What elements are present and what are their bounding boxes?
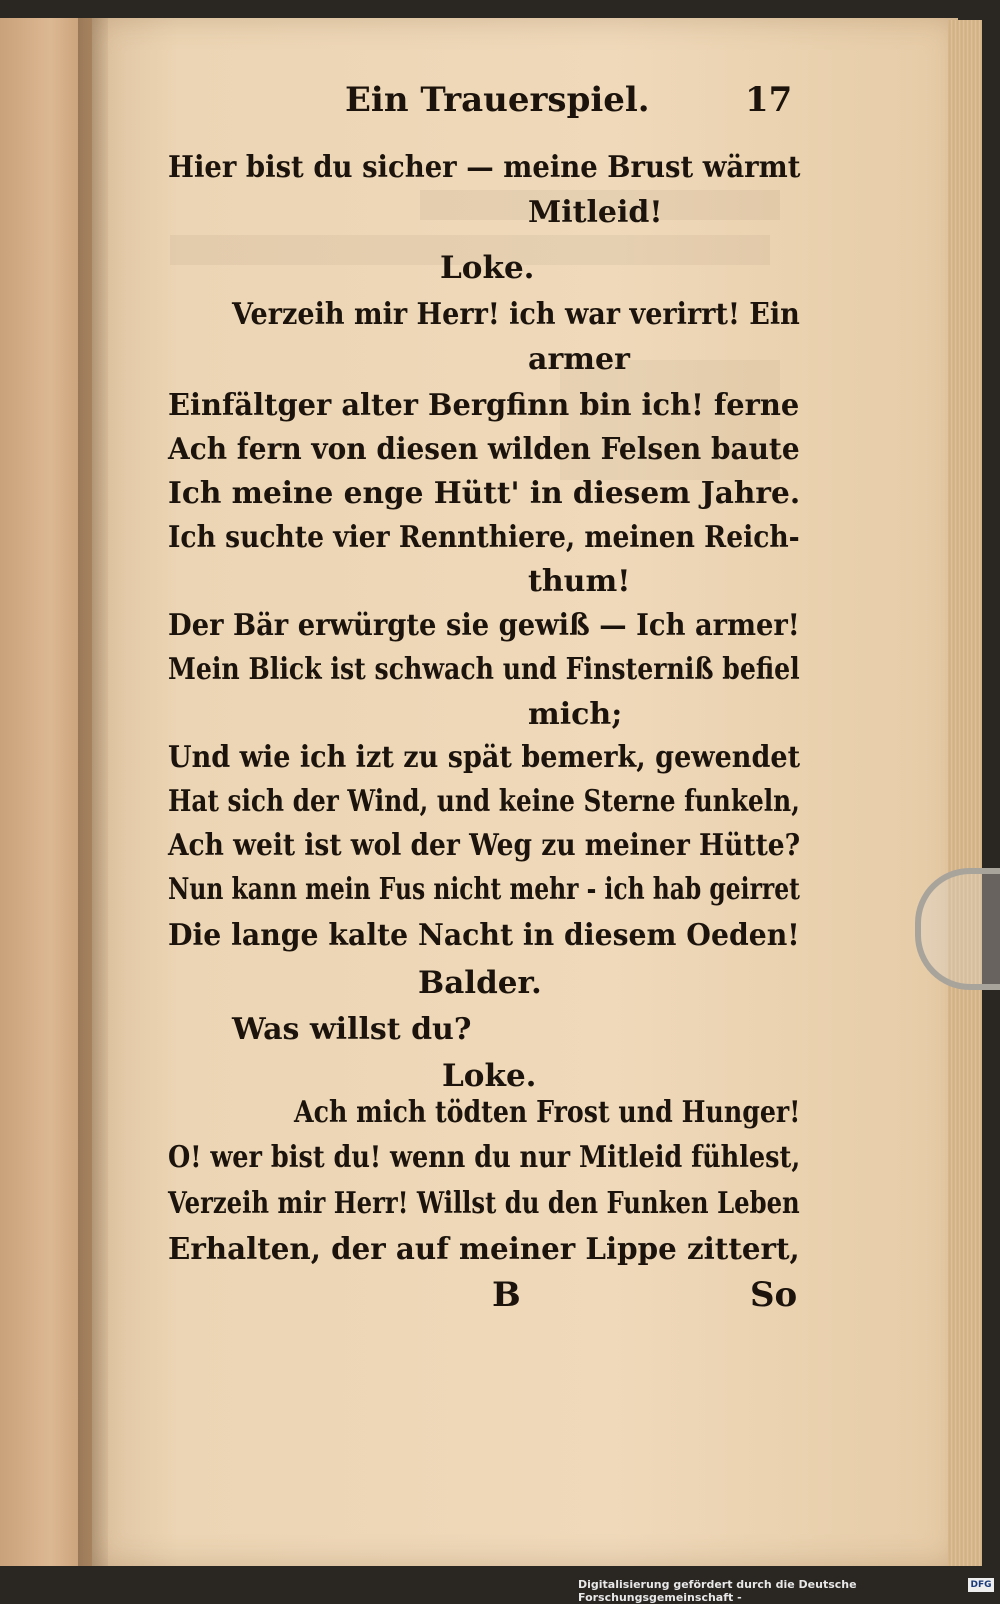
verse-line: Nun kann mein Fus nicht mehr - ich hab geirret: [168, 872, 800, 907]
verse-line: mich;: [528, 697, 623, 732]
page-number: 17: [745, 80, 793, 120]
verse-line: Und wie ich izt zu spät bemerk, gewendet: [168, 740, 801, 775]
verse-line: Ach weit ist wol der Weg zu meiner Hütte?: [168, 828, 801, 863]
speaker-name: Loke.: [442, 1058, 537, 1094]
verse-line: armer: [528, 342, 630, 377]
catchword: So: [750, 1275, 798, 1315]
funding-banner: Digitalisierung gefördert durch die Deutsche Forschungsgemeinschaft -: [578, 1578, 857, 1604]
running-title: Ein Trauerspiel.: [345, 80, 650, 120]
verse-line: thum!: [528, 564, 631, 599]
verse-line: Ich meine enge Hütt' in diesem Jahre.: [168, 476, 801, 511]
verse-line: Ach mich tödten Frost und Hunger!: [294, 1095, 801, 1130]
page-gutter: [78, 18, 108, 1566]
verse-line: O! wer bist du! wenn du nur Mitleid fühlest,: [168, 1140, 801, 1175]
speaker-name: Loke.: [440, 250, 535, 286]
verse-line: Der Bär erwürgte sie gewiß — Ich armer!: [168, 608, 800, 643]
verse-line: Hier bist du sicher — meine Brust wärmt: [168, 150, 801, 185]
verse-line: Die lange kalte Nacht in diesem Oeden!: [168, 918, 800, 953]
verse-line: Mitleid!: [528, 195, 663, 230]
speaker-name: Balder.: [418, 965, 542, 1001]
verse-line: Ich suchte vier Rennthiere, meinen Reich-: [168, 520, 800, 555]
verse-line: Hat sich der Wind, und keine Sterne funkeln,: [168, 784, 800, 819]
verse-line: Was willst du?: [232, 1012, 472, 1047]
verse-line: Erhalten, der auf meiner Lippe zittert,: [168, 1232, 800, 1267]
verse-line: Ach fern von diesen wilden Felsen baute: [168, 432, 800, 467]
signature-mark: B: [492, 1275, 521, 1315]
verse-line: Verzeih mir Herr! Willst du den Funken Leben: [168, 1186, 800, 1221]
dfg-logo: DFG: [968, 1578, 994, 1592]
page-fore-edge: [948, 20, 982, 1566]
verse-line: Verzeih mir Herr! ich war verirrt! Ein: [232, 297, 800, 332]
verse-line: Mein Blick ist schwach und Finsterniß befiel: [168, 652, 800, 687]
verse-line: Einfältger alter Bergfinn bin ich! ferne: [168, 388, 800, 423]
